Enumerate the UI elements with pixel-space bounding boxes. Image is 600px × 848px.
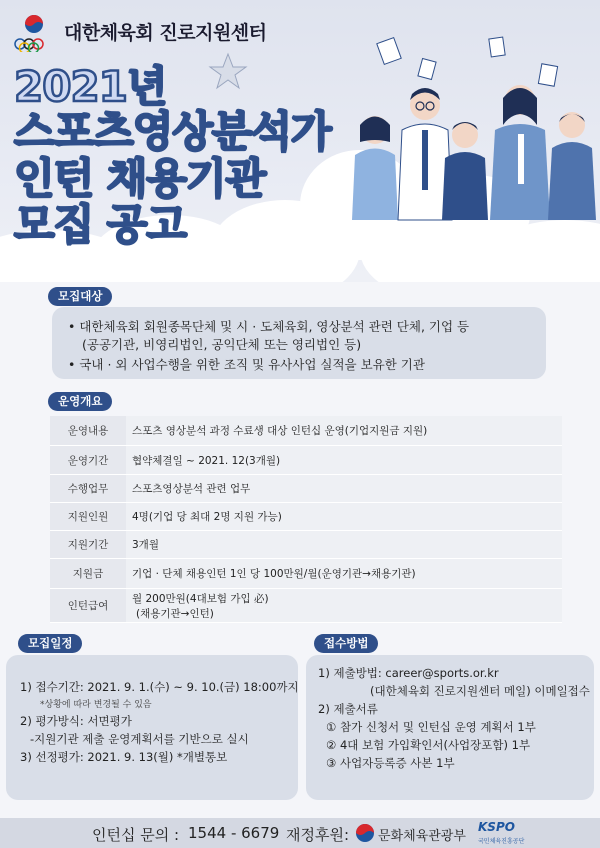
table-value: 기업 · 단체 채용인턴 1인 당 100만원/월(운영기관→채용기관) <box>132 568 416 580</box>
table-row <box>50 446 562 475</box>
table-key: 운영기간 <box>50 446 126 474</box>
apply-panel <box>306 655 594 800</box>
sponsor-label: 재정후원: <box>286 826 350 844</box>
title-line-3: 인턴 채용기관 <box>14 154 266 203</box>
schedule-section-label: 모집일정 <box>18 634 82 653</box>
target-item-1: • 대한체육회 회원종목단체 및 시 · 도체육회, 영상분석 관련 단체, 기업 등 <box>68 319 470 334</box>
table-key: 수행업무 <box>50 475 126 502</box>
table-row <box>50 531 562 559</box>
schedule-line-3: 3) 선정평가: 2021. 9. 13(월) *개별통보 <box>20 750 228 764</box>
table-key: 지원기간 <box>50 531 126 558</box>
apply-doc-2: ② 4대 보험 가입확인서(사업장포함) 1부 <box>326 738 531 752</box>
schedule-line-2-sub: -지원기관 제출 운영계획서를 기반으로 실시 <box>30 732 249 746</box>
title-year: 2021년 <box>14 62 167 111</box>
apply-line-1: 1) 제출방법: career@sports.or.kr <box>318 666 499 680</box>
table-row <box>50 559 562 589</box>
kspo-subtitle: 국민체육진흥공단 <box>478 838 525 845</box>
hero-banner <box>0 0 600 282</box>
target-item-2: • 국내 · 외 사업수행을 위한 조직 및 유사사업 실적을 보유한 기관 <box>68 357 425 372</box>
table-value: 스포츠 영상분석 과정 수료생 대상 인턴십 운영(기업지원금 지원) <box>132 425 428 437</box>
table-row <box>50 503 562 531</box>
apply-line-2: 2) 제출서류 <box>318 702 378 716</box>
table-key: 운영내용 <box>50 416 126 445</box>
table-value-sub: (채용기관→인턴) <box>136 607 214 620</box>
title-line-4: 모집 공고 <box>14 200 186 249</box>
kspo-logo: KSPO <box>478 820 515 834</box>
table-value: 4명(기업 당 최대 2명 지원 가능) <box>132 511 282 523</box>
office-workers-illustration <box>340 30 600 240</box>
apply-section-label: 접수방법 <box>314 634 378 653</box>
target-item-1-sub: (공공기관, 비영리법인, 공익단체 또는 영리법인 등) <box>82 337 362 352</box>
star-icon <box>208 52 248 92</box>
overview-table <box>50 416 562 623</box>
contact-label: 인턴십 문의 : <box>92 826 180 844</box>
overview-section-label: 운영개요 <box>48 392 112 411</box>
taegeuk-icon <box>355 823 375 843</box>
table-value: 월 200만원(4대보험 가입 必) <box>132 592 269 605</box>
org-name: 대한체육회 진로지원센터 <box>64 22 267 44</box>
org-logo-row <box>10 12 267 52</box>
target-panel <box>52 307 546 379</box>
table-row <box>50 589 562 623</box>
table-row <box>50 475 562 503</box>
table-key: 지원금 <box>50 559 126 588</box>
title-line-2: 스포츠영상분석가 <box>14 107 331 156</box>
table-value: 협약체결일 ~ 2021. 12(3개월) <box>132 454 281 467</box>
contact-phone: 1544 - 6679 <box>188 824 280 842</box>
schedule-note: *상황에 따라 변경될 수 있음 <box>40 700 152 710</box>
footer-bar <box>0 818 600 848</box>
apply-doc-1: ① 참가 신청서 및 인턴십 운영 계획서 1부 <box>326 720 536 734</box>
table-row <box>50 416 562 446</box>
korean-sport-olympic-logo <box>10 12 58 52</box>
table-key: 지원인원 <box>50 503 126 530</box>
schedule-line-2: 2) 평가방식: 서면평가 <box>20 714 132 728</box>
schedule-panel <box>6 655 298 800</box>
apply-line-1-sub: (대한체육회 진로지원센터 메일) 이메일접수 <box>370 684 590 698</box>
apply-doc-3: ③ 사업자등록증 사본 1부 <box>326 756 455 770</box>
ministry-name: 문화체육관광부 <box>378 829 466 844</box>
target-section-label: 모집대상 <box>48 287 112 306</box>
schedule-line-1: 1) 접수기간: 2021. 9. 1.(수) ~ 9. 10.(금) 18:00까지 <box>20 680 299 694</box>
table-value: 스포츠영상분석 관련 업무 <box>132 483 251 495</box>
table-value: 3개월 <box>132 539 159 551</box>
table-key: 인턴급여 <box>50 589 126 622</box>
